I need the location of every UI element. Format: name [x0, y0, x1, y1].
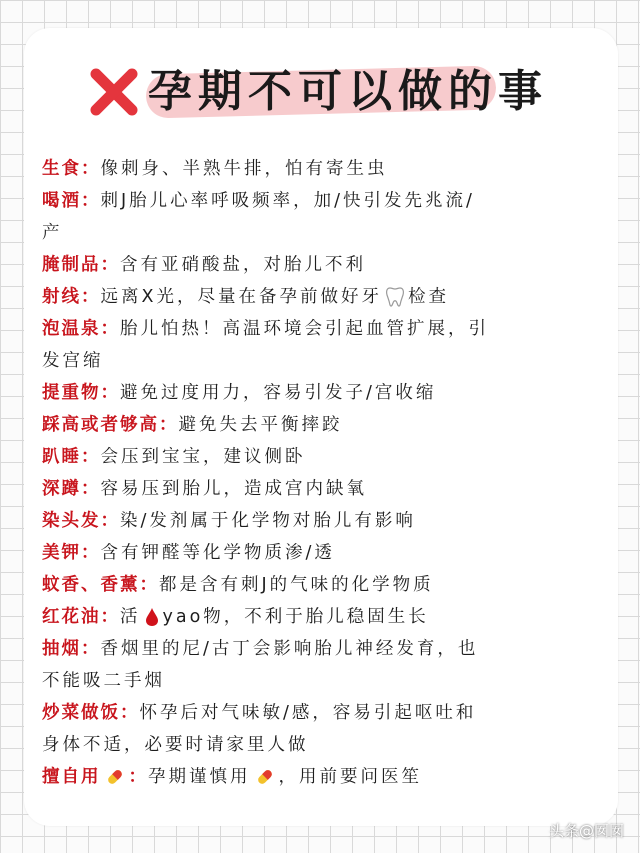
item-key: 射线： — [42, 287, 101, 307]
cross-mark-icon — [86, 64, 142, 120]
list-item — [42, 633, 602, 697]
item-text-continued: 产 — [42, 223, 63, 243]
list-item — [42, 601, 602, 633]
pill-icon — [255, 767, 275, 787]
blood-drop-icon — [145, 607, 159, 627]
item-text-continued: 发宫缩 — [42, 351, 104, 371]
item-text-continued: 身体不适，必要时请家里人做 — [42, 735, 309, 755]
list-item — [42, 441, 602, 473]
item-key: 生食： — [42, 159, 101, 179]
list-item — [42, 473, 602, 505]
item-key: 染头发： — [42, 511, 120, 531]
item-key: 美钾： — [42, 543, 101, 563]
list-item — [42, 313, 602, 377]
item-key: 喝酒： — [42, 191, 101, 211]
watermark: 头条@囡囡 — [548, 822, 624, 840]
list-item — [42, 185, 602, 249]
list-item — [42, 537, 602, 569]
list-item — [42, 761, 602, 793]
page-title: 孕期不可以做的事 — [148, 66, 548, 117]
item-key: 擅自用 — [42, 767, 101, 787]
item-text: 避免过度用力，容易引发子/宫收缩 — [120, 383, 437, 403]
item-text: 孕期谨慎用 — [148, 767, 251, 787]
list-item — [42, 281, 602, 313]
item-text: 检查 — [408, 287, 449, 307]
item-text: 刺J胎儿心率呼吸频率，加/快引发先兆流/ — [100, 191, 475, 211]
item-text: 染/发剂属于化学物对胎儿有影响 — [120, 511, 416, 531]
item-key: 泡温泉： — [42, 319, 120, 339]
item-text: yao物，不利于胎儿稳固生长 — [162, 607, 429, 627]
tips-list — [42, 153, 602, 793]
item-text: 像刺身、半熟牛排，怕有寄生虫 — [100, 159, 388, 179]
item-text: 怀孕后对气味敏/感，容易引起呕吐和 — [139, 703, 477, 723]
item-text: 避免失去平衡摔跤 — [178, 415, 343, 435]
item-text: 远离X光，尽量在备孕前做好牙 — [100, 287, 382, 307]
item-text: ，用前要问医笙 — [278, 767, 422, 787]
item-key: 腌制品： — [42, 255, 120, 275]
list-item — [42, 409, 602, 441]
item-text: 含有钾醛等化学物质渗/透 — [100, 543, 335, 563]
item-key: 提重物： — [42, 383, 120, 403]
item-key-colon: ： — [128, 767, 148, 787]
item-key: 踩高或者够高： — [42, 415, 179, 435]
list-item — [42, 153, 602, 185]
list-item — [42, 249, 602, 281]
pill-icon — [105, 767, 125, 787]
item-text: 会压到宝宝，建议侧卧 — [100, 447, 306, 467]
item-text: 活 — [120, 607, 141, 627]
item-text-continued: 不能吸二手烟 — [42, 671, 165, 691]
item-key: 蚊香、香薰： — [42, 575, 159, 595]
item-key: 抽烟： — [42, 639, 101, 659]
item-text: 含有亚硝酸盐，对胎儿不利 — [120, 255, 366, 275]
item-key: 深蹲： — [42, 479, 101, 499]
item-text: 香烟里的尼/古丁会影响胎儿神经发育，也 — [100, 639, 479, 659]
list-item — [42, 697, 602, 761]
item-key: 趴睡： — [42, 447, 101, 467]
list-item — [42, 505, 602, 537]
list-item — [42, 569, 602, 601]
item-key: 炒菜做饭： — [42, 703, 140, 723]
tooth-icon — [386, 287, 404, 307]
item-text: 胎儿怕热！高温环境会引起血管扩展，引 — [120, 319, 489, 339]
title-banner — [60, 52, 580, 132]
item-text: 都是含有刺J的气味的化学物质 — [159, 575, 434, 595]
item-text: 容易压到胎儿，造成宫内缺氧 — [100, 479, 367, 499]
list-item — [42, 377, 602, 409]
item-key: 红花油： — [42, 607, 120, 627]
